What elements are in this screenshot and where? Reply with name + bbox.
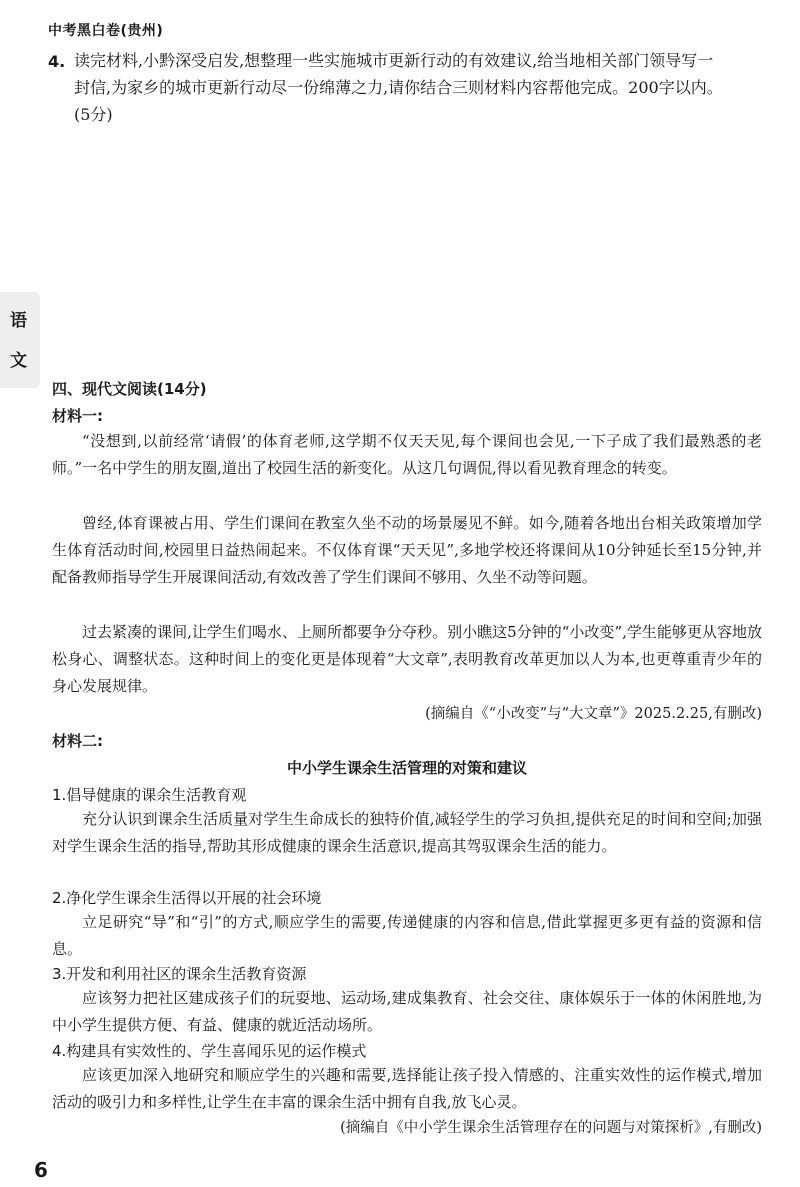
list-item-text: 应该努力把社区建成孩子们的玩耍地、运动场,建成集教育、社会交往、康体娱乐于一体的休闲胜地,为中小学生提供方便、有益、健康的就近活动场所。 [52, 989, 762, 1034]
material1-paragraph: 曾经,体育课被占用、学生们课间在教室久坐不动的场景屡见不鲜。如今,随着各地出台相关政策增加学生体育活动时间,校园里日益热闹起来。不仅体育课“天天见”,多地学校还将课间从10分钟延长至15分钟,并配备教师指导学生开展课间活动,有效改善了学生们课间不够用、久坐不动等问题。 [52, 514, 762, 586]
subject-char-1: 语 [10, 311, 27, 331]
list-item-heading: 1.倡导健康的课余生活教育观 [52, 786, 247, 804]
material2-source: (摘编自《中小学生课余生活管理存在的问题与对策探析》,有删改) [340, 1120, 762, 1136]
material1-label: 材料一: [52, 407, 103, 425]
material1-paragraph: “没想到,以前经常‘请假’的体育老师,这学期不仅天天见,每个课间也会见,一下子成了我们最熟悉的老师。”一名中学生的朋友圈,道出了校园生活的新变化。从这几句调侃,得以看见教育理念的转变。 [52, 432, 762, 477]
question-line: (5分) [74, 105, 113, 124]
list-item-heading: 3.开发和利用社区的课余生活教育资源 [52, 965, 307, 983]
material1-paragraph: 过去紧凑的课间,让学生们喝水、上厕所都要争分夺秒。别小瞧这5分钟的“小改变”,学生能够更从容地放松身心、调整状态。这种时间上的变化更是体现着“大文章”,表明教育改革更加以人为本,也更尊重青少年的身心发展规律。 [52, 623, 762, 695]
subject-char-2: 文 [10, 351, 27, 371]
material2-title: 中小学生课余生活管理的对策和建议 [286, 759, 527, 777]
question-number: 4. [48, 52, 66, 71]
material2-label: 材料二: [52, 732, 103, 750]
list-item-heading: 4.构建具有实效性的、学生喜闻乐见的运作模式 [52, 1042, 367, 1060]
section-heading: 四、现代文阅读(14分) [52, 380, 207, 398]
question-line: 读完材料,小黔深受启发,想整理一些实施城市更新行动的有效建议,给当地相关部门领导写一 [74, 51, 714, 70]
list-item-text: 充分认识到课余生活质量对学生生命成长的独特价值,减轻学生的学习负担,提供充足的时间和空间;加强对学生课余生活的指导,帮助其形成健康的课余生活意识,提高其驾驭课余生活的能力。 [52, 810, 762, 855]
list-item-heading: 2.净化学生课余生活得以开展的社会环境 [52, 889, 322, 907]
list-item-text: 应该更加深入地研究和顺应学生的兴趣和需要,选择能让孩子投入情感的、注重实效性的运作模式,增加活动的吸引力和多样性,让学生在丰富的课余生活中拥有自我,放飞心灵。 [52, 1066, 762, 1111]
page-number: 6 [34, 1158, 48, 1182]
list-item-text: 立足研究“导”和“引”的方式,顺应学生的需要,传递健康的内容和信息,借此掌握更多更有益的资源和信息。 [52, 913, 762, 958]
question-line: 封信,为家乡的城市更新行动尽一份绵薄之力,请你结合三则材料内容帮他完成。200字以内。 [74, 78, 723, 97]
book-title: 中考黑白卷(贵州) [48, 23, 164, 39]
material1-source: (摘编自《“小改变”与“大文章”》2025.2.25,有删改) [425, 706, 762, 722]
